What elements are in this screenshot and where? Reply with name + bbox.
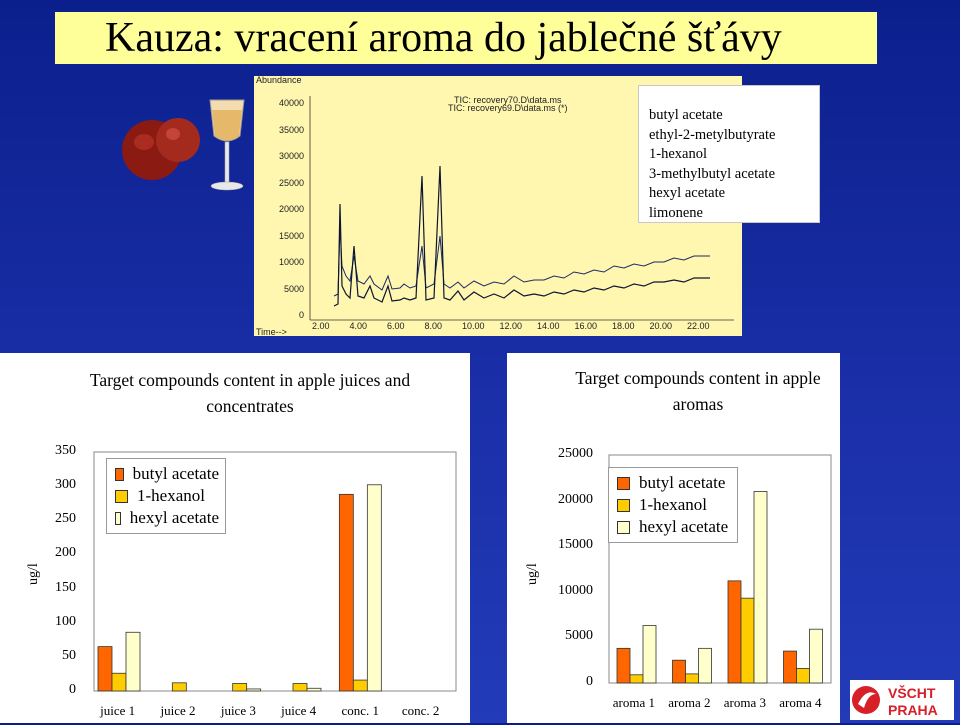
gc-x-tick: 12.00: [499, 321, 523, 331]
legend-label: 1-hexanol: [639, 495, 707, 514]
gc-x-tick: 16.00: [574, 321, 598, 331]
gc-x-tick: 20.00: [649, 321, 673, 331]
x-tick-label: juice 4: [281, 703, 317, 718]
aroma-chart-title: Target compounds content in apple aromas: [575, 368, 821, 414]
legend-swatch: [617, 499, 630, 512]
compound-item: butyl acetate: [649, 107, 723, 123]
abundance-label: Abundance: [256, 75, 302, 85]
gc-y-tick: 0: [298, 310, 304, 320]
gc-x-tick: 4.00: [349, 321, 368, 331]
tic-label-2: TIC: recovery69.D\data.ms (*): [448, 103, 568, 113]
aroma-y-axis-label: ug/l: [525, 563, 540, 585]
gc-y-tick: 30000: [278, 151, 304, 161]
compound-item: 1-hexanol: [649, 146, 707, 162]
compound-item: 3-methylbutyl acetate: [649, 165, 776, 182]
juice-chart-legend: [106, 458, 226, 534]
legend-swatch: [115, 490, 128, 503]
y-tick-label: 10000: [558, 582, 593, 598]
logo-line-2: PRAHA: [888, 702, 938, 718]
gc-y-tick: 25000: [278, 177, 304, 188]
bar-hexyl-acetate: [754, 491, 767, 683]
legend-item-hexyl: [115, 507, 219, 529]
legend-item-hexanol: [115, 485, 219, 507]
gc-x-tick: 14.00: [537, 321, 560, 331]
bar-hexyl-acetate: [247, 689, 261, 691]
bar-hexanol: [172, 683, 186, 691]
x-tick-label: juice 3: [220, 703, 256, 718]
legend-label: hexyl acetate: [129, 508, 219, 527]
compound-item: limonene: [649, 204, 703, 221]
y-tick-label: 0: [586, 674, 593, 689]
apples-and-glass-image: [118, 96, 252, 210]
x-tick-label: aroma 2: [668, 695, 711, 710]
legend-label: 1-hexanol: [137, 486, 205, 505]
gc-x-tick: 22.00: [687, 321, 710, 331]
bar-hexanol: [630, 675, 643, 683]
tic-label-1: TIC: recovery70.D\data.ms: [454, 95, 562, 105]
legend-label: hexyl acetate: [639, 517, 729, 536]
y-tick-label: 300: [55, 477, 76, 493]
gc-y-tick: 20000: [278, 204, 304, 214]
bar-hexyl-acetate: [367, 485, 381, 691]
bar-hexyl-acetate: [126, 632, 140, 691]
x-tick-label: juice 2: [160, 703, 196, 718]
y-tick-label: 200: [55, 545, 76, 561]
y-tick-label: 100: [55, 613, 76, 629]
slide-title: Kauza: vracení aroma do jablečné šťávy: [55, 12, 877, 64]
bar-butyl-acetate: [673, 660, 686, 683]
y-tick-label: 25000: [558, 446, 593, 461]
gc-x-tick: 10.00: [462, 321, 485, 331]
gc-x-tick: 8.00: [424, 321, 443, 331]
legend-swatch: [617, 477, 630, 490]
aroma-chart-panel: [507, 353, 840, 723]
bar-hexanol: [233, 683, 247, 691]
bar-butyl-acetate: [98, 647, 112, 691]
juice-bar-chart: [0, 353, 470, 723]
bar-butyl-acetate: [728, 581, 741, 683]
gc-y-tick: 35000: [278, 124, 304, 135]
gc-y-tick: 40000: [278, 98, 304, 108]
vscht-logo-mark: [850, 680, 954, 720]
aroma-chart-legend: [608, 467, 738, 543]
y-tick-label: 5000: [565, 628, 593, 644]
tic-trace-2: [334, 226, 710, 296]
y-tick-label: 50: [62, 647, 76, 663]
y-tick-label: 350: [55, 443, 76, 458]
juice-chart-title: Target compounds content in apple juices and concentrates: [89, 370, 411, 416]
y-tick-label: 150: [55, 579, 76, 595]
compound-list: [638, 85, 820, 223]
x-tick-label: conc. 1: [341, 703, 380, 718]
x-tick-label: aroma 1: [612, 695, 655, 710]
x-tick-label: aroma 4: [779, 695, 822, 710]
juice-y-axis-label: ug/l: [26, 563, 41, 585]
legend-item-hexanol: [617, 494, 731, 516]
compound-item: hexyl acetate: [649, 185, 726, 201]
legend-label: butyl acetate: [639, 473, 726, 492]
bar-butyl-acetate: [339, 494, 353, 691]
y-tick-label: 0: [69, 682, 76, 697]
legend-item-butyl: [115, 463, 219, 485]
gc-y-tick: 10000: [278, 257, 304, 267]
bar-hexanol: [293, 683, 307, 691]
legend-label: butyl acetate: [132, 464, 219, 483]
legend-swatch: [115, 512, 121, 525]
logo-line-1: VŠCHT: [888, 685, 936, 701]
bar-hexyl-acetate: [810, 629, 823, 683]
gc-y-tick: 5000: [283, 283, 304, 294]
x-tick-label: aroma 3: [723, 695, 766, 710]
compound-item: ethyl-2-metylbutyrate: [649, 126, 776, 143]
gc-x-tick: 18.00: [612, 321, 635, 331]
bar-hexanol: [741, 598, 754, 683]
bar-hexyl-acetate: [643, 626, 656, 683]
bar-hexanol: [686, 674, 699, 683]
gc-x-tick: 2.00: [312, 321, 330, 331]
bar-hexanol: [353, 680, 367, 691]
y-tick-label: 250: [55, 511, 76, 527]
bar-hexyl-acetate: [699, 648, 712, 683]
legend-swatch: [115, 468, 124, 481]
bar-hexyl-acetate: [307, 688, 321, 691]
legend-item-hexyl: [617, 516, 731, 538]
vscht-logo: [850, 680, 954, 720]
x-tick-label: conc. 2: [401, 703, 440, 718]
bar-butyl-acetate: [617, 648, 630, 683]
bar-hexanol: [797, 668, 810, 683]
juice-chart-panel: [0, 353, 470, 723]
legend-item-butyl: [617, 472, 731, 494]
time-label: Time-->: [256, 327, 287, 337]
x-tick-label: juice 1: [100, 703, 136, 718]
gc-x-tick: 6.00: [387, 321, 405, 331]
y-tick-label: 20000: [558, 491, 593, 507]
bar-butyl-acetate: [784, 651, 797, 683]
gc-y-tick: 15000: [278, 230, 304, 241]
bar-hexanol: [112, 673, 126, 691]
legend-swatch: [617, 521, 630, 534]
y-tick-label: 15000: [558, 537, 593, 553]
